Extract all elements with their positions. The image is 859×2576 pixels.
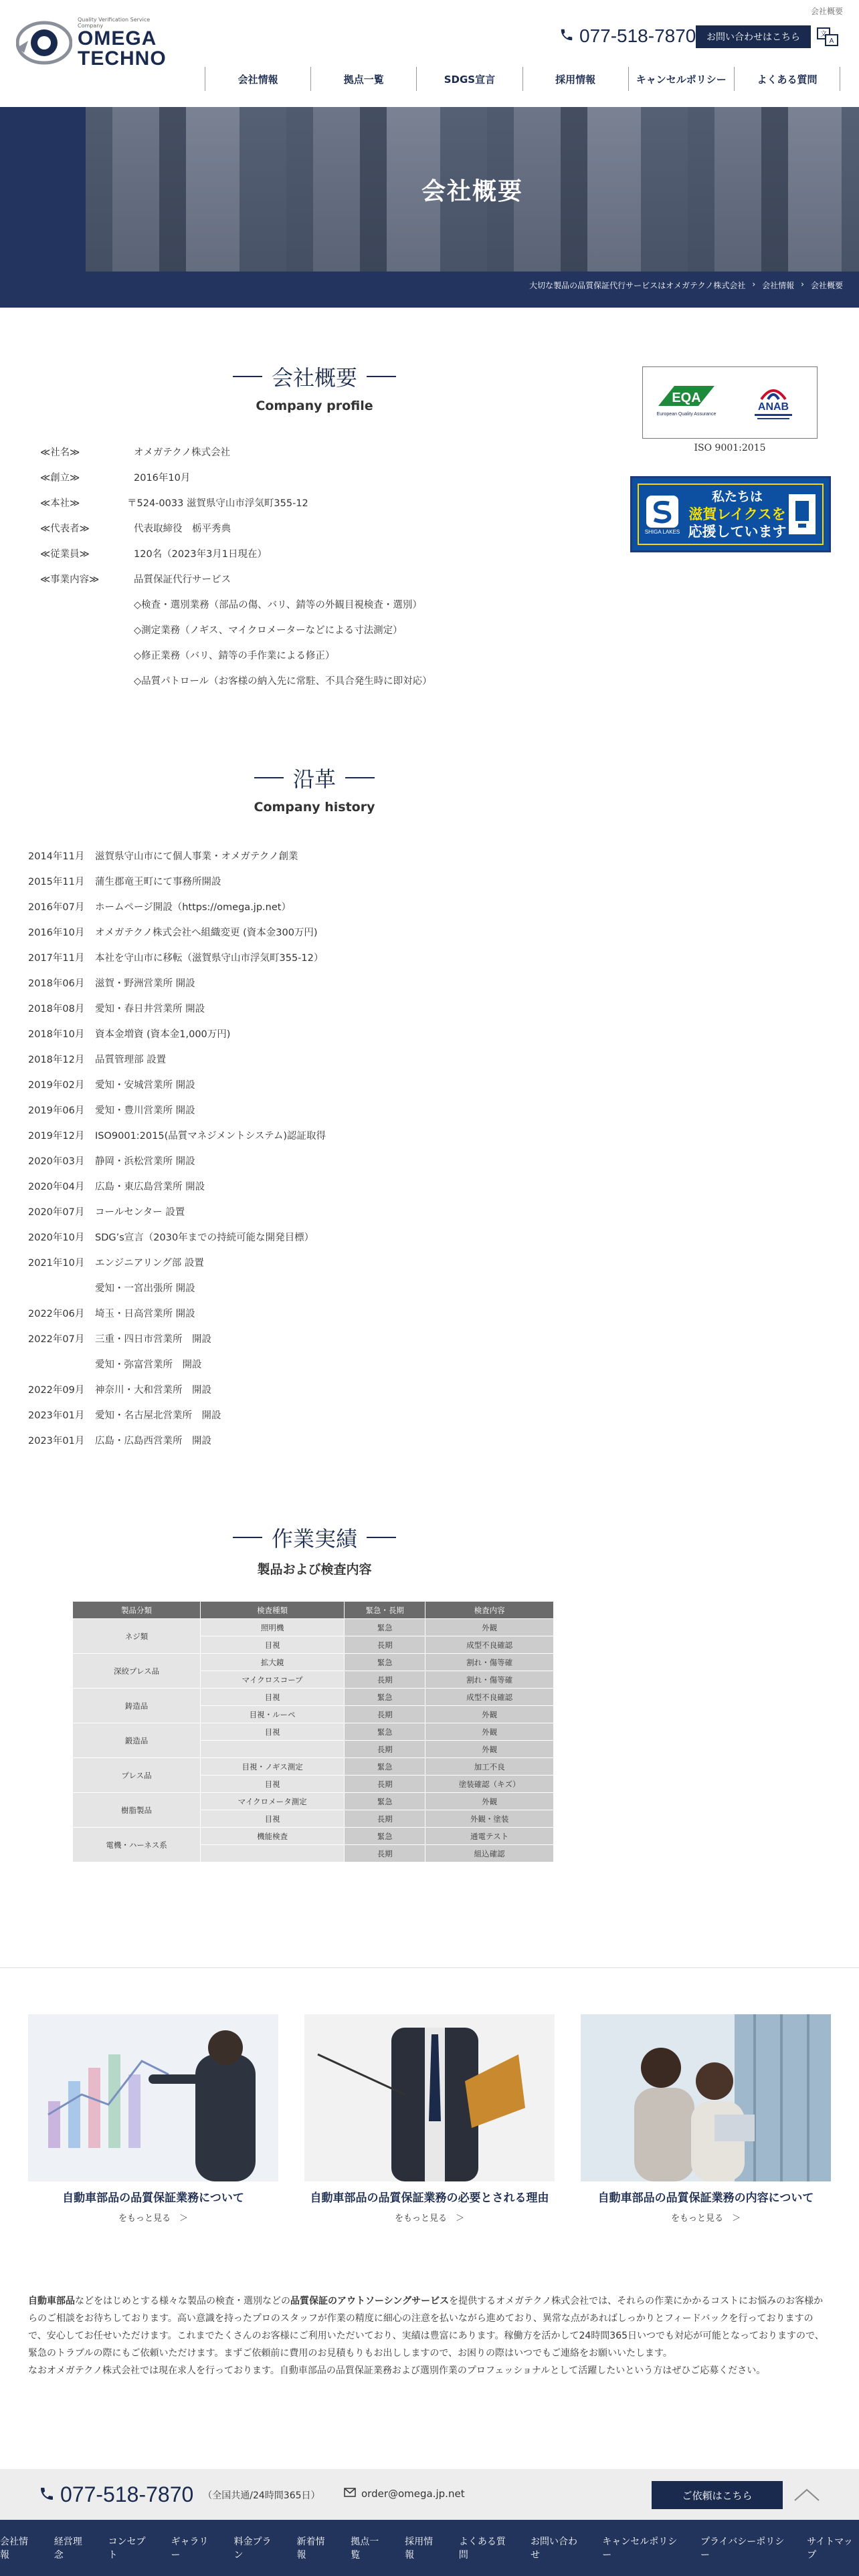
history-date: 2020年07月 [28, 1206, 85, 1218]
phone-icon [559, 25, 574, 47]
history-row [28, 1148, 537, 1173]
phone-icon [39, 2482, 55, 2507]
history-event: 愛知・安城営業所 開設 [95, 1079, 195, 1091]
table-cell: 目視 [201, 1810, 345, 1828]
card-more-link[interactable]: をもっと見る ＞ [394, 2214, 464, 2224]
card-title[interactable]: 自動車部品の品質保証業務の内容について [597, 2191, 814, 2205]
hero-photo [86, 107, 859, 272]
chevron-right-icon: › [752, 280, 756, 289]
history-event: 本社を守山市に移転（滋賀県守山市浮気町355-12） [95, 952, 324, 964]
table-row [73, 1793, 554, 1810]
table-header: 検査内容 [425, 1602, 554, 1619]
history-row [28, 1351, 537, 1376]
history-date: 2022年07月 [28, 1333, 85, 1345]
lakes-mascot-icon [789, 494, 816, 534]
phone-number: 077-518-7870 [579, 25, 696, 46]
profile-key: ≪創立≫ [40, 472, 80, 484]
nav-company[interactable]: 会社情報 [205, 67, 310, 91]
footer-nav-item[interactable]: 経営理念 [54, 2537, 82, 2561]
table-cell: 成型不良確認 [425, 1689, 554, 1706]
intro-bold: 品質保証のアウトソーシングサービス [290, 2296, 450, 2306]
table-cell: 長期 [345, 1845, 425, 1862]
table-cell: 割れ・傷等確 [425, 1671, 554, 1689]
footer-phone[interactable] [39, 2482, 320, 2507]
breadcrumb-current: 会社概要 [810, 281, 843, 290]
history-row [28, 1249, 537, 1275]
nav-sdgs[interactable]: SDGS宣言 [416, 67, 522, 91]
history-event: SDG’s宣言（2030年までの持続可能な開発目標） [95, 1232, 314, 1243]
profile-subtitle: Company profile [256, 399, 373, 413]
history-event: 蒲生郡竜王町にて事務所開設 [95, 876, 221, 887]
history-list [28, 843, 537, 1453]
nav-locations[interactable]: 拠点一覧 [310, 67, 416, 91]
history-date: 2018年06月 [28, 978, 85, 989]
history-row [28, 868, 537, 893]
table-cell: 長期 [345, 1636, 425, 1654]
profile-key: ≪従業員≫ [40, 548, 90, 560]
profile-row [40, 490, 549, 515]
history-date: 2020年10月 [28, 1232, 85, 1243]
card-image-presentation [28, 2014, 278, 2181]
table-category-cell: ネジ類 [73, 1619, 201, 1654]
table-cell: 割れ・傷等確 [425, 1654, 554, 1671]
table-cell: 照明機 [201, 1619, 345, 1636]
service-item: ◇検査・選別業務（部品の傷、バリ、錆等の外観目視検査・選別） [134, 599, 422, 611]
table-cell: 長期 [345, 1776, 425, 1793]
profile-value: 品質保証代行サービス [134, 574, 231, 585]
table-cell: 緊急 [345, 1793, 425, 1810]
anab-logo-text: ANAB [757, 401, 789, 413]
history-event: 愛知・春日井営業所 開設 [95, 1003, 205, 1014]
table-category-cell: 鍛造品 [73, 1723, 201, 1758]
history-date: 2021年10月 [28, 1257, 85, 1269]
table-cell: 緊急 [345, 1654, 425, 1671]
mail-icon [344, 2488, 356, 2500]
table-category-cell: 電機・ハーネス系 [73, 1828, 201, 1862]
table-cell: マイクロスコープ [201, 1671, 345, 1689]
history-row [28, 1402, 537, 1427]
footer-nav-item[interactable]: 会社情報 [0, 2537, 28, 2561]
history-subtitle: Company history [254, 800, 375, 815]
history-row [28, 1122, 537, 1148]
table-row [73, 1689, 554, 1706]
table-category-cell: プレス品 [73, 1758, 201, 1793]
history-title: 沿革 [292, 766, 336, 792]
site-header [0, 0, 859, 107]
history-heading [161, 762, 468, 815]
history-date: 2019年06月 [28, 1105, 85, 1116]
card-image-office-women [581, 2014, 831, 2181]
table-cell: 外観・塗装 [425, 1810, 554, 1828]
history-date: 2014年11月 [28, 851, 85, 862]
service-item: ◇測定業務（ノギス、マイクロメーターなどによる寸法測定） [134, 625, 403, 636]
footer-nav-item[interactable]: 新着情報 [296, 2537, 325, 2561]
shiga-line1: 私たちは [711, 490, 763, 504]
results-table-body [73, 1619, 554, 1862]
history-event: 静岡・浜松営業所 開設 [95, 1156, 195, 1167]
card-title[interactable]: 自動車部品の品質保証業務について [62, 2191, 244, 2205]
profile-value: オメガテクノ株式会社 [134, 447, 230, 458]
history-row [28, 1325, 537, 1351]
shiga-line2: 滋賀レイクスを [688, 506, 786, 522]
profile-value: 120名（2023年3月1日現在） [134, 548, 268, 560]
table-row [73, 1758, 554, 1776]
anab-logo [741, 379, 805, 426]
iso-certification-logos [642, 366, 818, 439]
profile-row [40, 515, 549, 540]
table-header: 緊急・長期 [345, 1602, 425, 1619]
history-row [28, 1071, 537, 1097]
breadcrumb-home[interactable]: 大切な製品の品質保証代行サービスはオメガテクノ株式会社 [529, 281, 746, 290]
history-event: 埼玉・日高営業所 開設 [95, 1308, 195, 1319]
shiga-brand: SHIGA LAKES [644, 528, 680, 535]
history-event: 神奈川・大和営業所 開設 [95, 1384, 211, 1396]
profile-row [40, 464, 549, 490]
iso-caption: ISO 9001:2015 [694, 443, 766, 453]
history-event: 資本金増資 (資本金1,000万円) [95, 1029, 231, 1040]
history-row [28, 843, 537, 868]
history-row [28, 1046, 537, 1071]
table-cell [201, 1741, 345, 1758]
table-cell: 目視 [201, 1776, 345, 1793]
profile-title: 会社概要 [271, 365, 357, 391]
history-date: 2017年11月 [28, 952, 85, 964]
history-event: 愛知・豊川営業所 開設 [95, 1105, 195, 1116]
history-event: コールセンター 設置 [95, 1206, 185, 1218]
history-event: エンジニアリング部 設置 [95, 1257, 204, 1269]
contact-button[interactable]: お問い合わせはこちら [696, 25, 811, 48]
breadcrumb [529, 280, 843, 291]
profile-value: 〒524-0033 滋賀県守山市浮気町355-12 [127, 498, 308, 509]
history-row [28, 1021, 537, 1046]
history-row [28, 1173, 537, 1198]
history-date: 2020年04月 [28, 1181, 85, 1192]
card-more-link[interactable]: をもっと見る ＞ [670, 2214, 741, 2224]
service-item: ◇品質パトロール（お客様の納入先に常駐、不具合発生時に即対応） [134, 675, 432, 687]
table-cell: 成型不良確認 [425, 1636, 554, 1654]
results-subtitle: 製品および検査内容 [257, 1562, 372, 1577]
table-cell: 機能検査 [201, 1828, 345, 1845]
back-to-top-icon[interactable] [787, 2481, 827, 2509]
profile-key: ≪代表者≫ [40, 523, 90, 534]
table-category-cell: 樹脂製品 [73, 1793, 201, 1828]
table-cell: 緊急 [345, 1723, 425, 1741]
history-event: 品質管理部 設置 [95, 1054, 167, 1065]
history-row [28, 1275, 537, 1300]
profile-value: 代表取締役 栃平秀典 [134, 523, 231, 534]
hero-banner [0, 107, 859, 308]
history-row [28, 1427, 537, 1453]
footer-nav-item[interactable]: ギャラリー [171, 2537, 209, 2561]
footer-nav-item[interactable]: お問い合わせ [531, 2537, 578, 2561]
history-date: 2018年10月 [28, 1029, 85, 1040]
table-row [73, 1828, 554, 1845]
breadcrumb-company[interactable]: 会社情報 [762, 281, 795, 290]
history-event: 滋賀県守山市にて個人事業・オメガテクノ創業 [95, 851, 298, 862]
table-cell: 外観 [425, 1723, 554, 1741]
history-row [28, 970, 537, 995]
table-row [73, 1654, 554, 1671]
table-header: 検査種類 [201, 1602, 345, 1619]
table-cell: 長期 [345, 1706, 425, 1723]
history-row [28, 944, 537, 970]
history-event: ホームページ開設（https://omega.jp.net） [95, 901, 291, 913]
table-cell: 外観 [425, 1793, 554, 1810]
table-cell: 緊急 [345, 1619, 425, 1636]
history-event: 滋賀・野洲営業所 開設 [95, 978, 195, 989]
history-event: 三重・四日市営業所 開設 [95, 1333, 211, 1345]
table-cell: 外観 [425, 1619, 554, 1636]
table-cell: 組込確認 [425, 1845, 554, 1862]
logo-text-omega: OMEGA [78, 27, 157, 49]
footer-nav-item[interactable]: 料金プラン [233, 2537, 272, 2561]
results-title: 作業実績 [271, 1526, 357, 1551]
logo-text-techno: TECHNO [78, 47, 167, 70]
table-header: 製品分類 [73, 1602, 201, 1619]
profile-row [40, 540, 549, 566]
footer-contact-bar [0, 2469, 859, 2520]
history-row [28, 995, 537, 1021]
eqa-logo [654, 383, 719, 422]
profile-value: 2016年10月 [134, 472, 191, 484]
translate-icon[interactable] [815, 24, 840, 49]
shiga-lakes-logo-icon [639, 494, 686, 535]
history-date: 2022年06月 [28, 1308, 85, 1319]
table-cell [201, 1845, 345, 1862]
table-row [73, 1619, 554, 1636]
profile-key: ≪事業内容≫ [40, 574, 100, 585]
nav-faq[interactable]: よくある質問 [734, 67, 840, 91]
intro-recruit: なおオメガテクノ株式会社では現在求人を行っております。自動車部品の品質保証業務および選別作業のプロフェッショナルとして活躍したいという方はぜひご応募ください。 [28, 2365, 766, 2376]
card-title[interactable]: 自動車部品の品質保証業務の必要とされる理由 [310, 2191, 549, 2205]
history-date: 2023年01月 [28, 1435, 85, 1446]
article-card[interactable] [28, 2014, 278, 2224]
table-cell: 緊急 [345, 1758, 425, 1776]
page-title: 会社概要 [421, 177, 523, 205]
history-date: 2018年12月 [28, 1054, 85, 1065]
article-card[interactable] [304, 2014, 555, 2224]
table-cell: 目視・ルーペ [201, 1706, 345, 1723]
table-cell: 外観 [425, 1706, 554, 1723]
card-more-link[interactable]: をもっと見る ＞ [118, 2214, 188, 2224]
history-date: 2020年03月 [28, 1156, 85, 1167]
main-nav [205, 67, 840, 91]
top-breadcrumb[interactable]: 会社概要 [810, 7, 843, 16]
footer-nav-item[interactable]: 拠点一覧 [351, 2537, 379, 2561]
intro-text: を提供するオメガテクノ株式会社では、それらの作業にかかるコストにお悩みのお客様からのご相談をお待ちしております。高い意識を持ったプロのスタッフが作業の精度に細心の注意を払いながら進めており、異常な点があればしっかりとフィードバックを行っておりますので、安心してお任せいただけます。これまでたくさんのお客様にご利用いただいており、実績は豊富にあります。稼働方を活かして24時間365日いつでも対応が可能となっておりますので、緊急のトラブルの際にもご依頼いただけます。まずご依頼前に費用のお見積もりもお出ししますので、お困りの際はいつでもご連絡をお願いいたします。 [28, 2296, 824, 2359]
history-event: 愛知・一宮出張所 開設 [95, 1283, 195, 1294]
table-cell: 目視 [201, 1636, 345, 1654]
profile-key: ≪本社≫ [40, 498, 80, 509]
history-row [28, 893, 537, 919]
svg-text:A: A [829, 37, 834, 45]
article-card[interactable] [581, 2014, 831, 2224]
profile-row [40, 566, 549, 591]
shiga-lakes-banner[interactable] [630, 476, 831, 552]
chevron-right-icon: › [801, 280, 804, 289]
table-cell: 目視 [201, 1723, 345, 1741]
history-date: 2023年01月 [28, 1410, 85, 1421]
footer-nav-item[interactable]: プライバシーポリシー [700, 2537, 785, 2561]
history-event: 広島・東広島営業所 開設 [95, 1181, 205, 1192]
table-cell: 長期 [345, 1741, 425, 1758]
footer-nav-item[interactable]: 採用情報 [405, 2537, 434, 2561]
company-profile [40, 439, 549, 693]
history-event: 愛知・弥富営業所 開設 [95, 1359, 202, 1370]
history-row [28, 1097, 537, 1122]
table-cell: 塗装確認（キズ） [425, 1776, 554, 1793]
history-event: ISO9001:2015(品質マネジメントシステム)認証取得 [95, 1130, 326, 1142]
request-button[interactable]: ご依頼はこちら [652, 2481, 783, 2509]
table-cell: 長期 [345, 1671, 425, 1689]
history-date: 2018年08月 [28, 1003, 85, 1014]
history-date: 2019年02月 [28, 1079, 85, 1091]
history-date: 2022年09月 [28, 1384, 85, 1396]
table-cell: 目視 [201, 1689, 345, 1706]
footer-nav-item[interactable]: キャンセルポリシー [602, 2537, 678, 2561]
profile-key: ≪社名≫ [40, 447, 80, 458]
svg-text:文: 文 [820, 31, 827, 38]
history-event: 愛知・名古屋北営業所 開設 [95, 1410, 221, 1421]
history-event: オメガテクノ株式会社へ組織変更 (資本金300万円) [95, 927, 318, 938]
results-heading [161, 1522, 468, 1578]
intro-text: などをはじめとする様々な製品の検査・選別などの [75, 2296, 290, 2306]
table-cell: 通電テスト [425, 1828, 554, 1845]
footer-nav-item[interactable]: サイトマップ [807, 2537, 853, 2561]
history-row [28, 1198, 537, 1224]
table-cell: 長期 [345, 1810, 425, 1828]
footer-email[interactable] [344, 2488, 465, 2500]
history-date: 2016年10月 [28, 927, 85, 938]
intro-text [28, 2292, 831, 2379]
intro-bold: 自動車部品 [28, 2296, 75, 2306]
footer-email-address: order@omega.jp.net [361, 2488, 465, 2500]
results-table [72, 1601, 554, 1862]
history-row [28, 1300, 537, 1325]
shiga-line3: 応援しています [688, 524, 787, 540]
footer-nav-item[interactable]: コンセプト [108, 2537, 146, 2561]
history-date: 2015年11月 [28, 876, 85, 887]
profile-heading [161, 361, 468, 413]
service-item: ◇修正業務（バリ、錆等の手作業による修正） [134, 650, 335, 661]
nav-cancel-policy[interactable]: キャンセルポリシー [628, 67, 734, 91]
footer-nav [0, 2520, 859, 2576]
history-row [28, 919, 537, 944]
table-cell: 目視・ノギス測定 [201, 1758, 345, 1776]
eqa-logo-subtext: European Quality Assurance [656, 412, 717, 417]
history-date: 2019年12月 [28, 1130, 85, 1142]
site-logo[interactable] [16, 17, 170, 70]
table-category-cell: 深絞プレス品 [73, 1654, 201, 1689]
table-row [73, 1723, 554, 1741]
eqa-logo-text: EQA [672, 391, 701, 405]
table-cell: マイクロメータ測定 [201, 1793, 345, 1810]
logo-mark-icon [16, 21, 72, 65]
history-date: 2016年07月 [28, 901, 85, 913]
footer-phone-number: 077-518-7870 [60, 2482, 194, 2506]
table-cell: 緊急 [345, 1828, 425, 1845]
table-cell: 加工不良 [425, 1758, 554, 1776]
logo-tagline: Quality Verification Service Company [78, 17, 151, 29]
profile-row [40, 439, 549, 464]
footer-phone-note: （全国共通/24時間365日） [203, 2490, 320, 2501]
section-divider [0, 1967, 859, 1968]
table-cell: 緊急 [345, 1689, 425, 1706]
history-event: 広島・広島西営業所 開設 [95, 1435, 211, 1446]
nav-recruit[interactable]: 採用情報 [522, 67, 628, 91]
table-cell: 外観 [425, 1741, 554, 1758]
table-category-cell: 鋳造品 [73, 1689, 201, 1723]
history-row [28, 1224, 537, 1249]
card-image-businessman [304, 2014, 555, 2181]
table-cell: 拡大鏡 [201, 1654, 345, 1671]
footer-nav-item[interactable]: よくある質問 [458, 2537, 506, 2561]
header-phone[interactable] [559, 25, 696, 47]
history-row [28, 1376, 537, 1402]
